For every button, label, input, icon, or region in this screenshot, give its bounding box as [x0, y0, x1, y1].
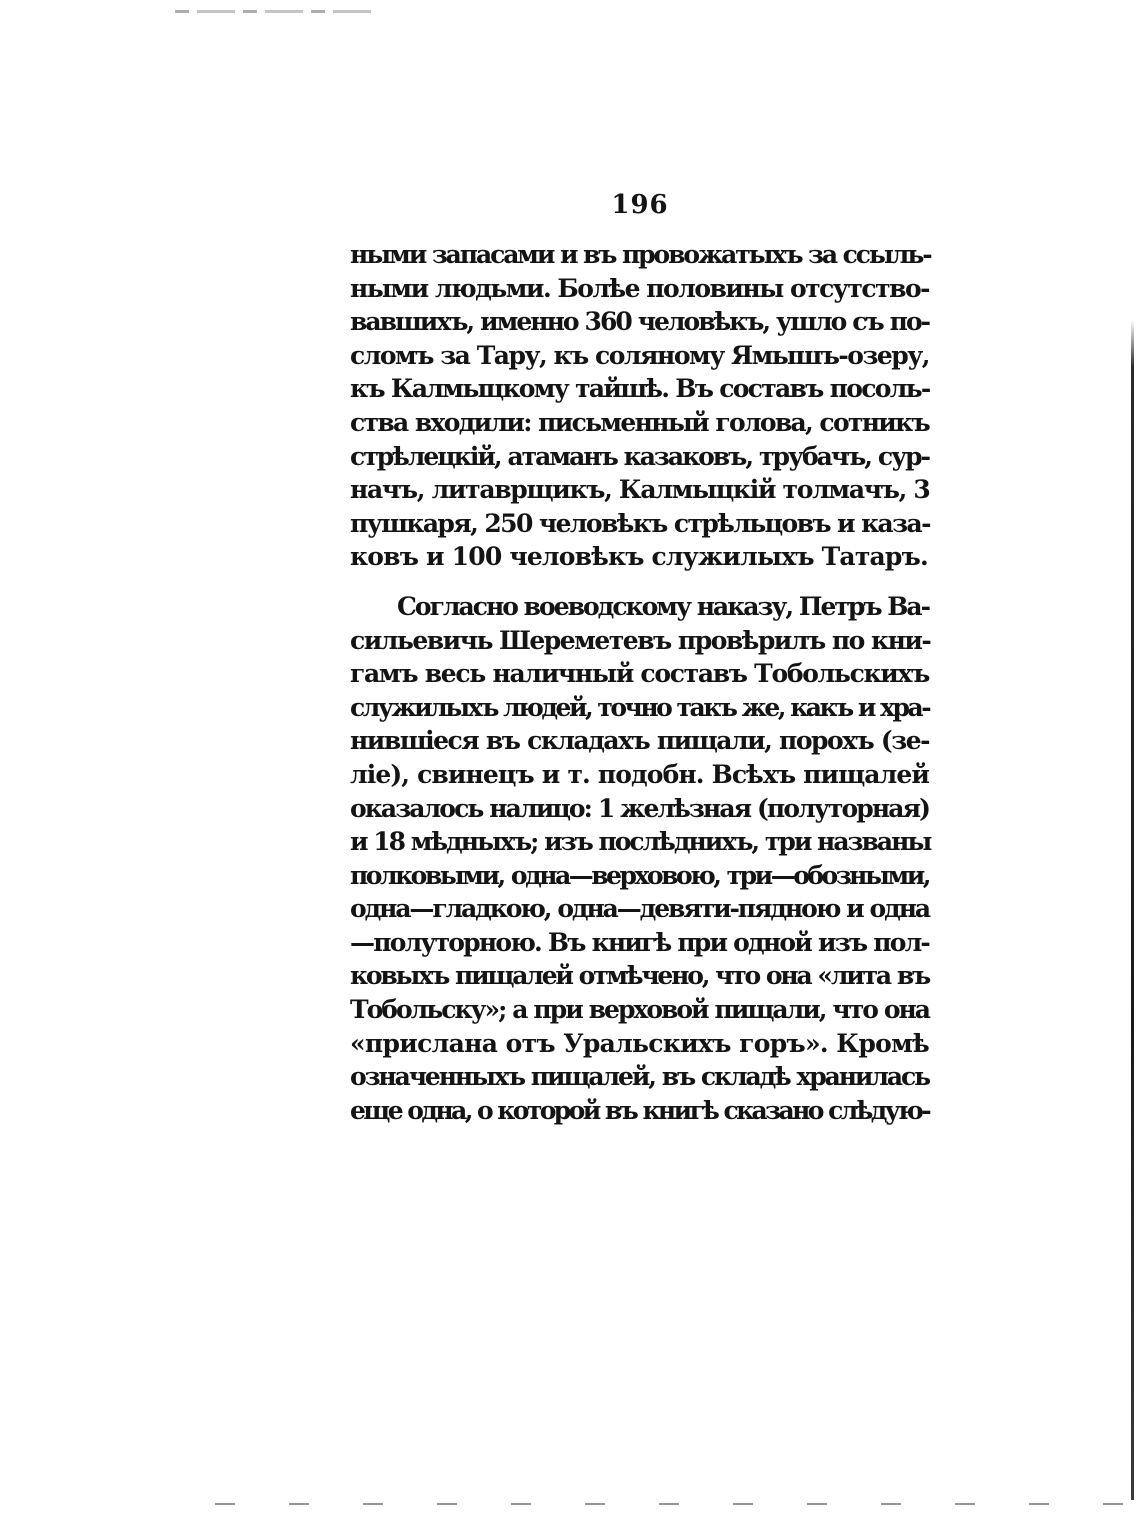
text-line: стрѣлецкій, атаманъ казаковъ, трубачъ, сур-	[350, 441, 929, 471]
scan-artifact-right-edge	[1131, 320, 1134, 1500]
text-line: одна—гладкою, одна—девяти-пядною и одна	[350, 894, 929, 924]
paragraph-gap	[350, 574, 929, 590]
text-line: оказалось налицо: 1 желѣзная (полуторная)	[350, 793, 930, 823]
text-line: вавшихъ, именно 360 человѣкъ, ушло съ по-	[350, 307, 929, 337]
text-line: служилыхъ людей, точно такъ же, какъ и хра-	[350, 692, 930, 722]
text-line: начъ, литаврщикъ, Калмыцкій толмачъ, 3	[350, 475, 930, 505]
text-line: —полуторною. Въ книгѣ при одной изъ пол-	[350, 927, 929, 957]
scan-artifact-bottom	[215, 1503, 1140, 1505]
text-line: къ Калмыцкому тайшѣ. Въ составъ посоль-	[350, 374, 930, 404]
paragraph	[350, 590, 929, 1128]
body-text	[350, 238, 929, 1127]
text-line: ными людьми. Болѣе половины отсутство-	[350, 273, 929, 303]
text-line: ковъ и 100 человѣкъ служилыхъ Татаръ.	[350, 542, 928, 572]
text-line: и 18 мѣдныхъ; изъ послѣднихъ, три названы	[350, 827, 931, 857]
text-line: еще одна, о которой въ книгѣ сказано слѣдую-	[350, 1095, 929, 1125]
text-line: ковыхъ пищалей отмѣчено, что она «лита въ	[350, 961, 929, 991]
text-line: ліе), свинецъ и т. подобн. Всѣхъ пищалей	[350, 759, 929, 789]
text-line: ства входили: письменный голова, сотникъ	[350, 407, 929, 437]
text-line: Согласно воеводскому наказу, Петръ Ва-	[397, 591, 929, 621]
text-line: нившіеся въ складахъ пищали, порохъ (зе-	[350, 726, 929, 756]
text-line: сломъ за Тару, къ соляному Ямышъ-озеру,	[350, 340, 929, 370]
paragraph	[350, 238, 929, 574]
text-line: ными запасами и въ провожатыхъ за ссыль-	[350, 240, 931, 269]
text-line: означенныхъ пищалей, въ складѣ хранилась	[350, 1062, 929, 1092]
page-number: 196	[611, 190, 669, 220]
text-line: полковыми, одна—верховою, три—обозными,	[350, 860, 929, 890]
scan-artifact-top	[175, 10, 375, 13]
text-line: гамъ весь наличный составъ Тобольскихъ	[350, 659, 929, 689]
text-line: «прислана отъ Уральскихъ горъ». Кромѣ	[350, 1028, 929, 1058]
text-line: сильевичь Шереметевъ провѣрилъ по кни-	[350, 625, 931, 655]
text-line: пушкаря, 250 человѣкъ стрѣльцовъ и каза-	[350, 508, 930, 538]
text-line: Тобольску»; а при верховой пищали, что она	[350, 995, 929, 1025]
